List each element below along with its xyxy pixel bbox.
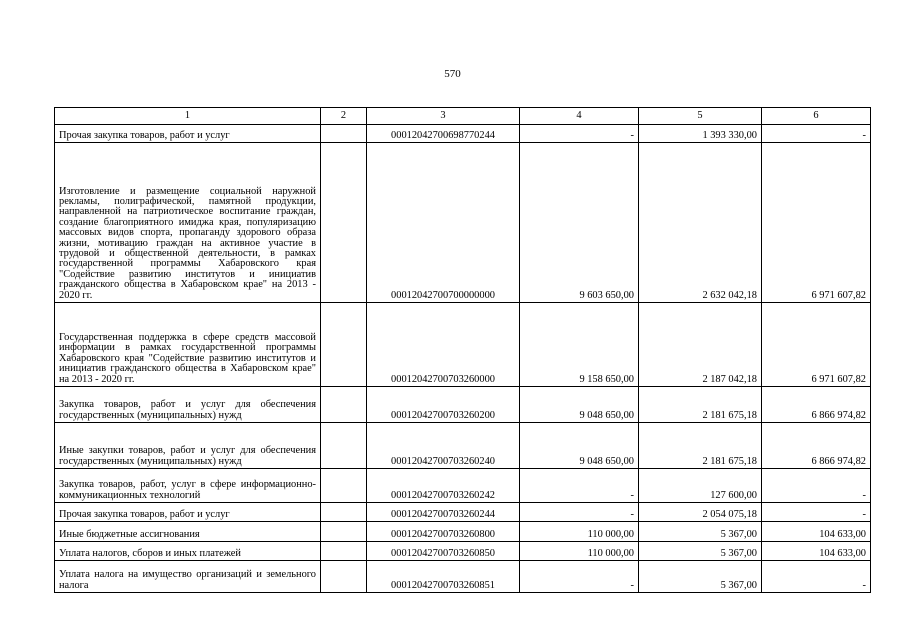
table-row — [55, 125, 871, 143]
row-col2 — [321, 143, 367, 303]
row-col2 — [321, 387, 367, 423]
row-code: 00012042700703260244 — [367, 503, 520, 522]
row-value-5: 1 393 330,00 — [639, 125, 762, 143]
row-value-6: 6 971 607,82 — [762, 303, 871, 387]
row-value-6: 6 866 974,82 — [762, 387, 871, 423]
row-name: Государственная поддержка в сфере средств массовой информации в рамках государственной программы Хабаровского края "Содействие развитию институтов и инициатив гражданского общества в Хабаровском крае" на 2013 - 2020 гг. — [55, 303, 321, 387]
row-value-5: 127 600,00 — [639, 469, 762, 503]
row-value-6: - — [762, 469, 871, 503]
row-name: Прочая закупка товаров, работ и услуг — [55, 503, 321, 522]
row-value-5: 2 181 675,18 — [639, 423, 762, 469]
row-code: 00012042700703260851 — [367, 561, 520, 593]
row-col2 — [321, 125, 367, 143]
row-code: 00012042700703260200 — [367, 387, 520, 423]
row-value-4: 9 158 650,00 — [520, 303, 639, 387]
row-value-5: 2 632 042,18 — [639, 143, 762, 303]
table-header-row — [55, 108, 871, 125]
column-header: 4 — [520, 108, 639, 125]
column-header: 5 — [639, 108, 762, 125]
table-row — [55, 423, 871, 469]
row-value-6: 6 971 607,82 — [762, 143, 871, 303]
row-value-4: - — [520, 469, 639, 503]
row-value-4: - — [520, 503, 639, 522]
table-row — [55, 387, 871, 423]
row-name: Закупка товаров, работ, услуг в сфере информационно-коммуникационных технологий — [55, 469, 321, 503]
row-name: Закупка товаров, работ и услуг для обеспечения государственных (муниципальных) нужд — [55, 387, 321, 423]
page-number: 570 — [444, 68, 461, 80]
row-value-6: - — [762, 561, 871, 593]
row-col2 — [321, 542, 367, 561]
row-value-5: 2 187 042,18 — [639, 303, 762, 387]
column-header: 1 — [55, 108, 321, 125]
row-col2 — [321, 561, 367, 593]
row-name: Изготовление и размещение социальной наружной рекламы, полиграфической, памятной продукции, направленной на патриотическое воспитание граждан, создание благоприятного имиджа края, популяризацию массовых видов спорта, пропаганду здорового образа жизни, мотивацию граждан на активное участие в трудовой и общественной деятельности, в рамках государственной программы Хабаровского края "Содействие развитию институтов и инициатив гражданского общества в Хабаровском крае" на 2013 - 2020 гг. — [55, 143, 321, 303]
row-code: 00012042700700000000 — [367, 143, 520, 303]
row-value-4: 9 048 650,00 — [520, 387, 639, 423]
row-value-4: 110 000,00 — [520, 522, 639, 542]
table-row — [55, 469, 871, 503]
row-col2 — [321, 303, 367, 387]
row-value-6: - — [762, 125, 871, 143]
column-header: 2 — [321, 108, 367, 125]
row-code: 00012042700703260240 — [367, 423, 520, 469]
row-value-6: 104 633,00 — [762, 522, 871, 542]
row-value-6: 104 633,00 — [762, 542, 871, 561]
row-value-5: 5 367,00 — [639, 542, 762, 561]
table-row — [55, 143, 871, 303]
row-value-4: 9 603 650,00 — [520, 143, 639, 303]
row-value-6: - — [762, 503, 871, 522]
row-value-5: 5 367,00 — [639, 522, 762, 542]
row-col2 — [321, 503, 367, 522]
row-value-5: 2 181 675,18 — [639, 387, 762, 423]
row-code: 00012042700703260850 — [367, 542, 520, 561]
row-name: Иные бюджетные ассигнования — [55, 522, 321, 542]
budget-table — [54, 107, 871, 593]
row-col2 — [321, 423, 367, 469]
row-value-5: 2 054 075,18 — [639, 503, 762, 522]
row-name: Иные закупки товаров, работ и услуг для обеспечения государственных (муниципальных) нужд — [55, 423, 321, 469]
row-code: 00012042700703260800 — [367, 522, 520, 542]
row-name: Уплата налогов, сборов и иных платежей — [55, 542, 321, 561]
row-code: 00012042700703260242 — [367, 469, 520, 503]
row-value-4: - — [520, 561, 639, 593]
row-code: 00012042700698770244 — [367, 125, 520, 143]
row-value-4: - — [520, 125, 639, 143]
table-row — [55, 561, 871, 593]
row-name: Уплата налога на имущество организаций и земельного налога — [55, 561, 321, 593]
table-row — [55, 542, 871, 561]
row-value-5: 5 367,00 — [639, 561, 762, 593]
row-code: 00012042700703260000 — [367, 303, 520, 387]
column-header: 6 — [762, 108, 871, 125]
table-row — [55, 522, 871, 542]
column-header: 3 — [367, 108, 520, 125]
row-name: Прочая закупка товаров, работ и услуг — [55, 125, 321, 143]
row-value-4: 9 048 650,00 — [520, 423, 639, 469]
row-col2 — [321, 469, 367, 503]
row-value-6: 6 866 974,82 — [762, 423, 871, 469]
table-row — [55, 303, 871, 387]
table-row — [55, 503, 871, 522]
row-value-4: 110 000,00 — [520, 542, 639, 561]
row-col2 — [321, 522, 367, 542]
